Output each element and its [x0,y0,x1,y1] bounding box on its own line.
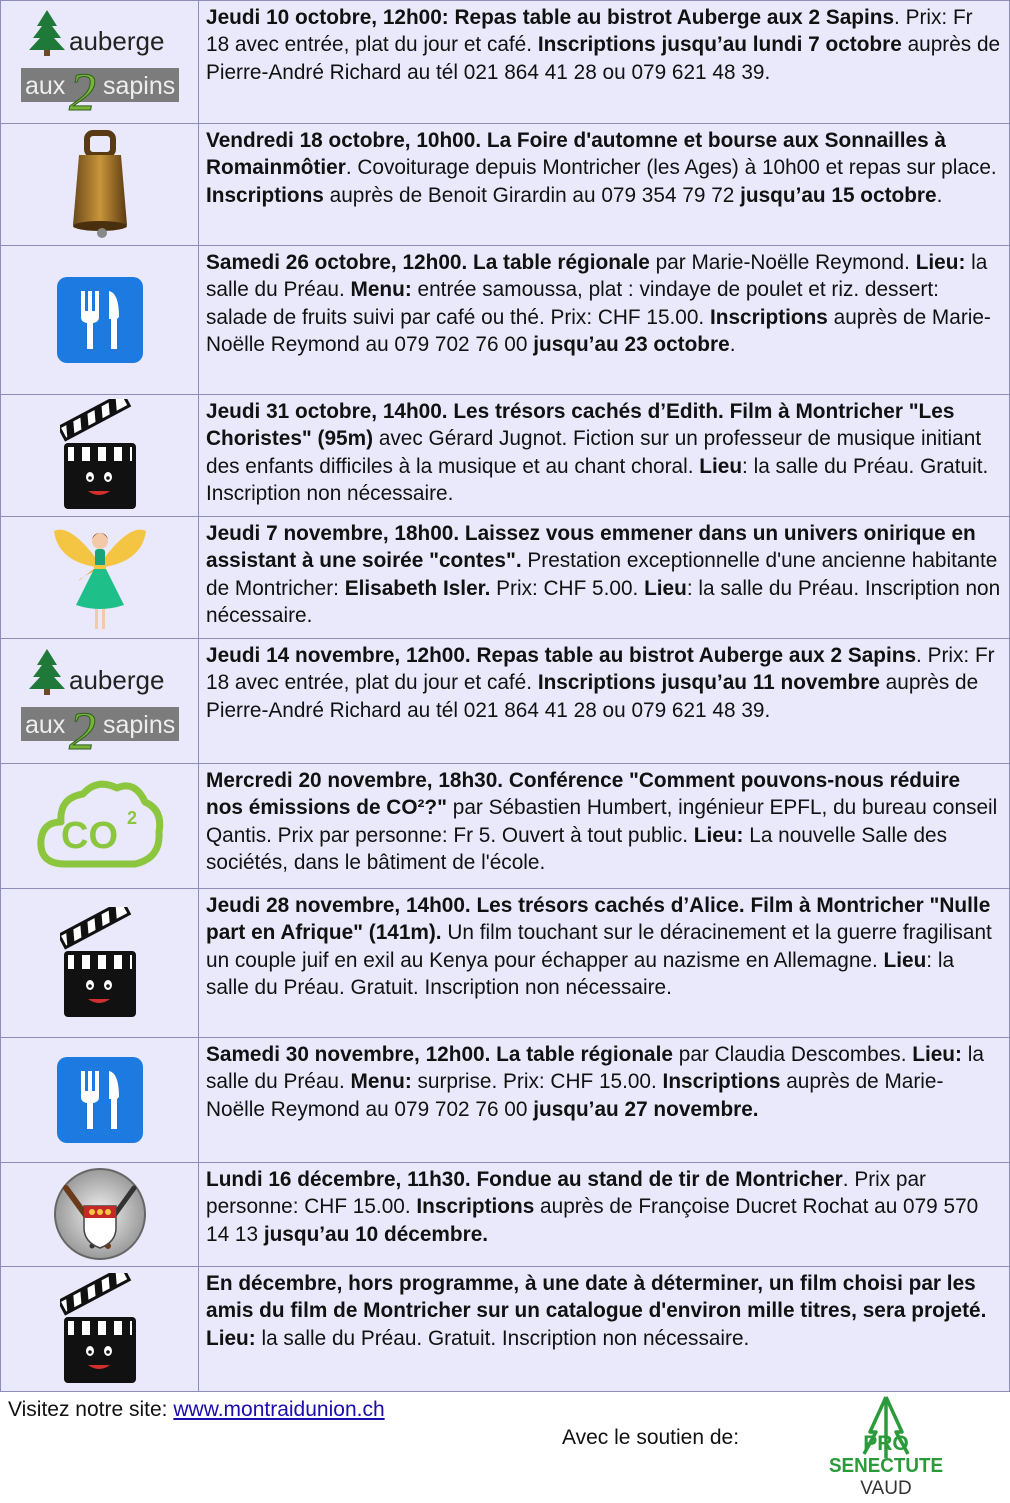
footer [0,1392,1010,1500]
event-text: auprès de Pierre-André Richard au tél 021 864 41 28 ou 079 621 48 39. [206,33,1001,84]
event-icon-cell [1,246,199,395]
event-text: auprès de Benoit Girardin au 079 354 79 72 [323,183,741,207]
pro-senectute-line1: PRO [863,1432,909,1455]
event-text: . Prix par personne: CHF 15.00. [206,1168,926,1219]
event-text-bold: Inscriptions [416,1195,535,1219]
event-description [199,517,1010,639]
event-text-bold: Lieu: [915,251,966,274]
event-row [1,889,1010,1038]
svg-text:sapins: sapins [102,71,175,100]
event-icon-cell [1,1267,199,1392]
event-text-bold: jusqu’au 10 décembre. [263,1222,489,1246]
event-text: la salle du Préau. [206,251,988,302]
event-text-bold: Lieu: [693,823,744,847]
event-text-bold: Lieu: [912,1043,962,1066]
event-text-bold: Jeudi 7 novembre, 18h00. Laissez vous emmener dans un univers onirique en assistant à une soirée "contes". [206,522,976,573]
fir-tree-icon [29,649,65,695]
shooting-emblem-icon [1,1163,198,1265]
event-text: : la salle du Préau. Inscription non nécessaire. [206,576,1001,628]
event-text-bold: jusqu’au 15 octobre [740,183,937,207]
pro-senectute-line3: VAUD [860,1478,912,1496]
event-text-bold: Lieu [699,454,743,478]
event-text: . Covoiturage depuis Montricher (les Ages) à 10h00 et repas sur place. [345,156,997,180]
event-text-bold: Inscriptions [710,305,828,329]
event-text-bold: Jeudi 14 novembre, 12h00. Repas table au bistrot Auberge aux 2 Sapins [206,644,917,667]
event-row [1,246,1010,395]
event-description [199,889,1010,1038]
event-text: . [936,183,943,207]
svg-text:aux: aux [24,71,65,100]
fir-tree-icon [29,10,65,56]
event-description [199,1163,1010,1267]
clapperboard-icon [1,889,198,1036]
event-text-bold: Menu: [350,1070,412,1094]
event-row [1,1,1010,124]
event-text: . Prix: Fr 18 avec entrée, plat du jour et café. [206,644,995,695]
event-text: : la salle du Préau. Gratuit. Inscription non nécessaire. [206,454,989,506]
event-row [1,517,1010,639]
event-description [199,246,1010,395]
event-icon-cell [1,395,199,517]
event-text-bold: Jeudi 28 novembre, 14h00. Les trésors cachés d’Alice. Film à Montricher "Nulle part en Afrique" (141m). [206,894,991,945]
svg-text:2: 2 [68,700,96,755]
event-text: avec Gérard Jugnot. Fiction sur un professeur de musique initiant des enfants difficiles à la musique et au chant choral. [206,427,982,478]
restaurant-icon [1,1038,198,1161]
website-link[interactable]: www.montraidunion.ch [173,1398,385,1421]
event-text-bold: Jeudi 31 octobre, 14h00. Les trésors cachés d’Edith. Film à Montricher "Les Choristes" (95m) [206,400,955,451]
event-icon-cell [1,1038,199,1163]
event-description [199,124,1010,246]
event-text: par Claudia Descombes. [672,1043,913,1066]
svg-text:2: 2 [68,61,96,116]
event-text: . Prix: Fr 18 avec entrée, plat du jour et café. [206,6,973,57]
visit-line [8,1398,385,1422]
event-text: la salle du Préau. [206,1043,984,1094]
event-text-bold: Vendredi 18 octobre, 10h00. La Foire d'automne et bourse aux Sonnailles à Romainmôtier [206,129,946,180]
event-text: auprès de Pierre-André Richard au tél 021 864 41 28 ou 079 621 48 39. [206,671,979,722]
event-text: . [729,333,736,357]
pro-senectute-logo [826,1394,946,1496]
event-description [199,1038,1010,1163]
auberge-logo [1,1,198,122]
event-text-bold: jusqu’au 23 octobre [533,333,730,357]
event-text-bold: Lieu [883,948,927,972]
event-text: La nouvelle Salle des sociétés, dans le bâtiment de l'école. [206,823,947,875]
restaurant-icon [1,246,198,393]
event-text: Un film touchant sur le déracinement et la guerre fragilisant un couple juif en exil au Kenya pour échapper au nazisme en Allemagne. [206,921,992,972]
event-text: entrée samoussa, plat : vindaye de poulet et riz. dessert: salade de fruits suivi par café ou thé. Prix: CHF 15.00. [206,278,939,329]
co2-cloud-icon [1,764,198,887]
event-text-bold: Lundi 16 décembre, 11h30. Fondue au stand de tir de Montricher [206,1168,843,1191]
event-row [1,764,1010,889]
event-description [199,1267,1010,1392]
clapperboard-icon [1,395,198,515]
event-icon-cell [1,1,199,124]
event-description [199,395,1010,517]
event-row [1,1163,1010,1267]
cowbell-icon [1,124,198,244]
event-text-bold: Inscriptions jusqu’au lundi 7 octobre [537,33,902,57]
event-text-bold: Inscriptions jusqu’au 11 novembre [537,671,880,695]
svg-text:sapins: sapins [102,710,175,739]
event-text: auprès de Marie-Noëlle Reymond au 079 702 76 00 [206,305,991,357]
event-text-bold: Inscriptions [206,183,324,207]
event-icon-cell [1,124,199,246]
event-text-bold: Lieu [644,576,687,600]
event-text: auprès de Marie-Noëlle Reymond au 079 702 76 00 [206,1070,944,1121]
svg-text:CO: CO [60,814,118,857]
event-icon-cell [1,764,199,889]
event-icon-cell [1,889,199,1038]
event-row [1,1038,1010,1163]
event-text: auprès de Françoise Ducret Rochat au 079 570 14 13 [206,1195,979,1246]
event-icon-cell [1,639,199,764]
auberge-logo [1,639,198,762]
event-text: surprise. Prix: CHF 15.00. [411,1070,663,1094]
event-text: Prestation exceptionnelle d'une ancienne habitante de Montricher: [206,549,998,600]
event-text-bold: Menu: [350,278,412,302]
event-description [199,1,1010,124]
event-text-bold: Jeudi 10 octobre, 12h00: Repas table au bistrot Auberge aux 2 Sapins [206,6,895,29]
event-text-bold: Elisabeth Isler. [344,576,491,600]
clapperboard-icon [1,1267,198,1390]
svg-text:2: 2 [126,807,137,828]
event-text: Prix: CHF 5.00. [490,576,645,600]
event-icon-cell [1,1163,199,1267]
event-description [199,764,1010,889]
event-row [1,639,1010,764]
event-text-bold: Samedi 30 novembre, 12h00. La table régionale [206,1043,673,1066]
event-text-bold: jusqu’au 27 novembre. [533,1097,759,1121]
event-text-bold: En décembre, hors programme, à une date à déterminer, un film choisi par les amis du film de Montricher sur un catalogue d'environ mille titres, sera projeté. Lieu: [206,1272,987,1350]
visit-label: Visitez notre site: [8,1398,174,1421]
event-icon-cell [1,517,199,639]
pro-senectute-line2: SENECTUTE [829,1455,943,1477]
event-text-bold: Inscriptions [662,1070,781,1094]
event-row [1,395,1010,517]
event-row [1,1267,1010,1392]
event-text: par Marie-Noëlle Reymond. [649,251,916,274]
svg-text:aux: aux [24,710,65,739]
event-text: par Sébastien Humbert, ingénieur EPFL, du bureau conseil Qantis. Prix par personne: Fr 5. Ouvert à tout public. [206,796,998,847]
event-text: la salle du Préau. Gratuit. Inscription non nécessaire. [255,1326,750,1350]
fairy-icon [1,517,198,637]
support-label: Avec le soutien de: [562,1426,740,1449]
event-text: : la salle du Préau. Gratuit. Inscription non nécessaire. [206,948,955,1000]
svg-text:auberge: auberge [68,664,164,695]
event-description [199,639,1010,764]
event-text-bold: Samedi 26 octobre, 12h00. La table régionale [206,251,650,274]
event-row [1,124,1010,246]
event-text-bold: Mercredi 20 novembre, 18h30. Conférence "Comment pouvons-nous réduire nos émissions de CO²?" [206,769,961,820]
svg-text:auberge: auberge [68,25,164,56]
